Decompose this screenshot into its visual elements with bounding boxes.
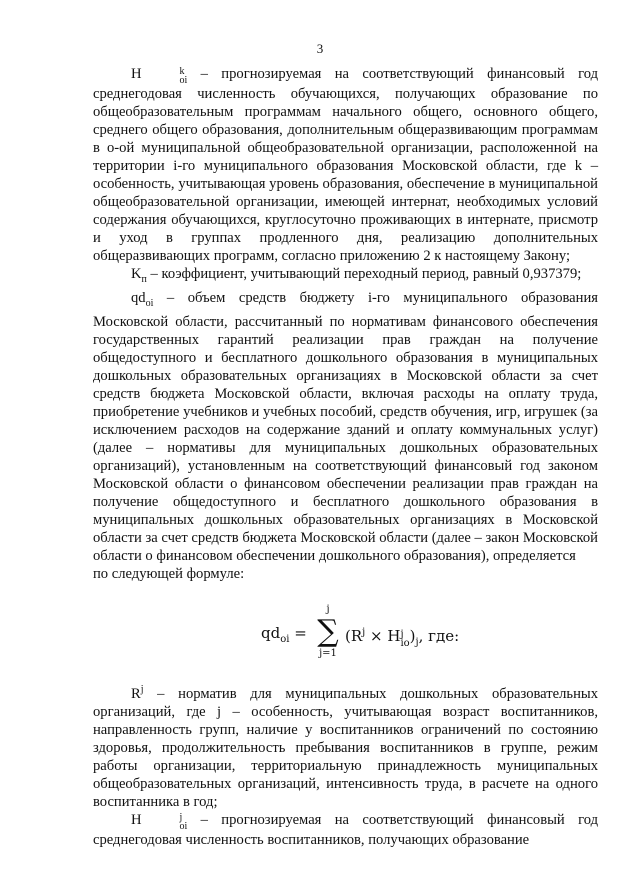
symbol-k: K [131, 266, 142, 282]
paragraph-text: – коэффициент, учитывающий переходный период, равный 0,937379; [146, 266, 582, 282]
formula-close-sub: j [415, 637, 419, 648]
summation-lower-limit: j=1 [319, 648, 337, 659]
formula-lhs-main: qd [261, 624, 281, 642]
symbol-h-indices [142, 67, 188, 85]
symbol-h-sub: oi [179, 821, 188, 832]
document-body [93, 65, 598, 849]
paragraph-k-p [93, 265, 598, 289]
formula-times-h: × Н [365, 627, 401, 645]
paragraph-formula-intro: по следующей формуле: [93, 566, 245, 582]
paragraph-text: – прогнозируемая на соответствующий финансовый год среднегодовая численность обучающихся, получающих образование по общеобразовательным программам начального общего, основного общего, среднего общего образования, дополнительным общеразвивающим программам в о-ой муниципальной общеобразовательной организации, расположенной на территории i-го муниципального образования Московской области, где k – особенность, учитывающая уровень образования, обеспечение в муниципальной общеобразовательной организации, имеющей интернат, необходимых условий содержания обучающихся, круглосуточно проживающих в интернате, присмотр и уход в группах продленного дня, реализацию дополнительных общеразвивающих программ, согласно приложению 2 к настоящему Закону; [93, 66, 598, 264]
symbol-h-indices [142, 813, 188, 831]
formula-h-sup: j [400, 629, 404, 640]
symbol-r: R [131, 686, 141, 702]
formula-lhs-sub: oi [280, 634, 290, 645]
paragraph-h-k-oi [93, 65, 598, 265]
symbol-h-sub: oi [179, 75, 188, 86]
symbol-h: Н [131, 812, 142, 828]
summation-upper-limit: j [326, 604, 330, 615]
formula [93, 605, 598, 661]
symbol-k-sub: п [141, 274, 147, 285]
summation-symbol [313, 605, 343, 659]
formula-rhs [345, 624, 459, 652]
symbol-h-sup: k [179, 66, 185, 77]
formula-h-indices [400, 630, 409, 648]
formula-r: (R [345, 627, 363, 645]
symbol-h-sup: j [179, 812, 183, 823]
formula-lhs [261, 624, 307, 649]
formula-tail: , где: [418, 627, 460, 645]
formula-equals: = [289, 624, 307, 642]
formula-h-sub: io [400, 638, 410, 649]
symbol-h: Н [131, 66, 142, 82]
symbol-qd: qd [131, 290, 146, 306]
paragraph-r-j [93, 681, 598, 811]
symbol-qd-sub: oi [145, 298, 154, 309]
sigma-glyph: ∑ [317, 614, 339, 649]
paragraph-text: – объем средств бюджету i-го муниципального образования Московской области, рассчитанный по нормативам финансового обеспечения государственных гарантий реализации прав граждан на получение общедоступного и бесплатного дошкольного образования в муниципальных дошкольных образовательных организациях в Московской области за счет средств бюджета Московской области, включая расходы на оплату труда, приобретение учебников и учебных пособий, средств обучения, игр, игрушек (за исключением расходов на содержание зданий и оплату коммунальных услуг) (далее – нормативы для муниципальных дошкольных образовательных организаций), установленным на соответствующий финансовый год законом Московской области о финансовом обеспечении реализации прав граждан на получение общедоступного и бесплатного дошкольного образования в муниципальных дошкольных образовательных организациях в Московской области за счет средств бюджета Московской области (далее – закон Московской области о финансовом обеспечении дошкольного образования), определяется [93, 290, 598, 564]
formula-close-paren: ) [409, 627, 416, 645]
paragraph-qd-oi [93, 289, 598, 565]
paragraph-text: – прогнозируемая на соответствующий финансовый год среднегодовая численность воспитанников, получающих образование [93, 812, 598, 848]
page-number: 3 [316, 41, 324, 56]
paragraph-h-j-oi [93, 811, 598, 849]
paragraph-text: – норматив для муниципальных дошкольных образовательных организаций, где j – особенность, учитывающая возраст воспитанников, направленность групп, наличие у воспитанников ограничений по состоянию здоровья, продолжительность пребывания воспитанников в группе, режим работы организации, территориальную принадлежность муниципальных общеобразовательных организаций, интенсивность труда, в расчете на одного воспитанника в год; [93, 686, 598, 810]
formula-r-sup: j [362, 627, 366, 638]
symbol-r-sup: j [140, 684, 144, 695]
